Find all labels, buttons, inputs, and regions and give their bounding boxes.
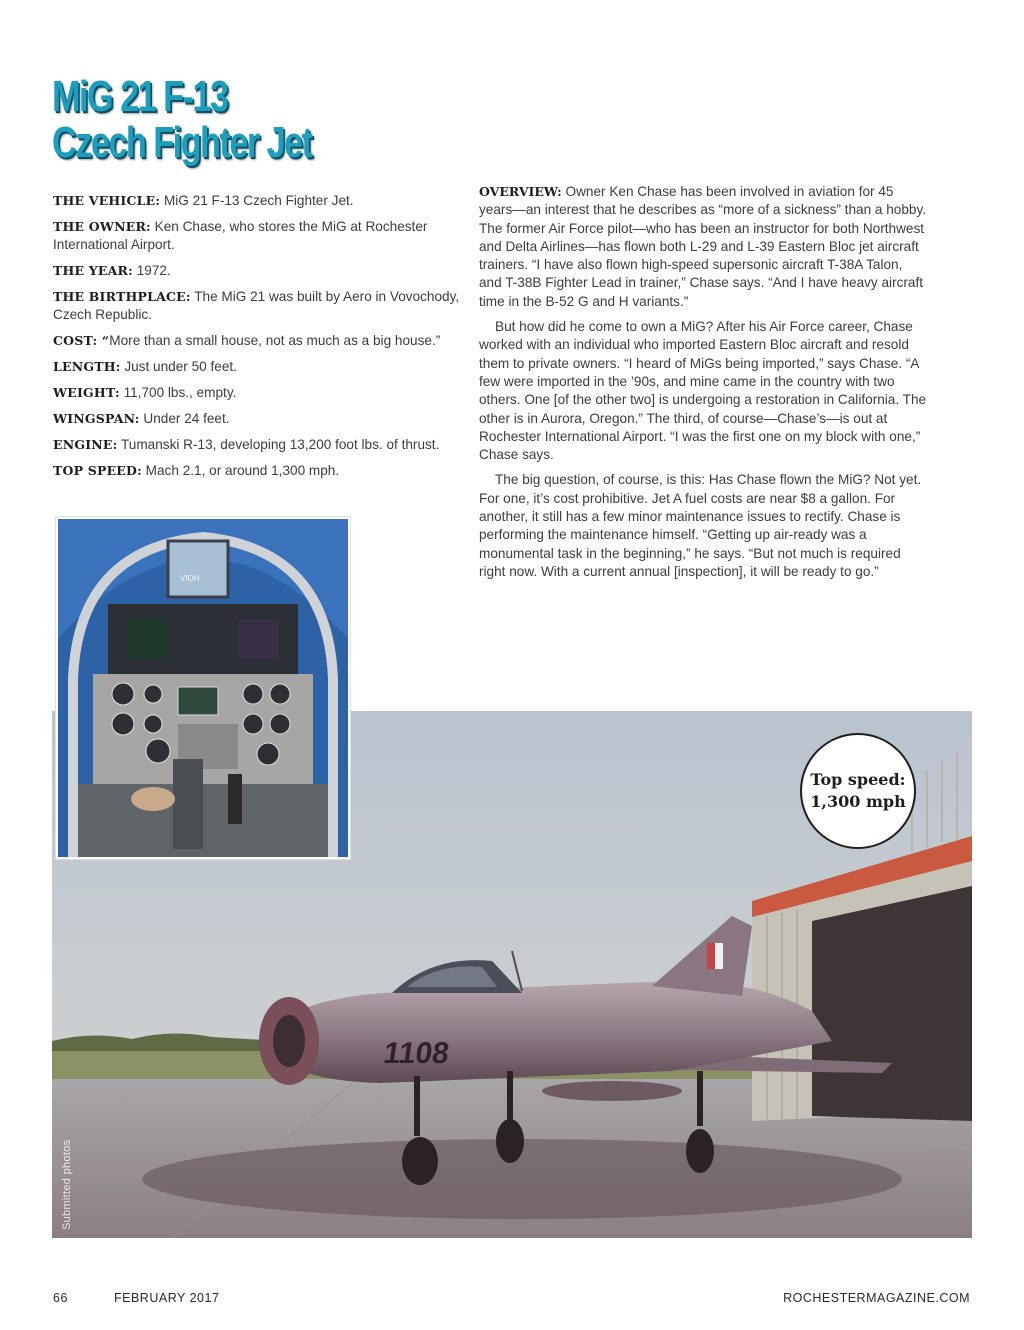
photo-credit: Submitted photos	[61, 1139, 73, 1230]
fact-label: ENGINE:	[53, 437, 118, 452]
body-paragraph-2: But how did he come to own a MiG? After his Air Force career, Chase worked with an individual who imported Eastern Bloc aircraft and resold them to private owners. “I heard of MiGs being imported,” says Chase. “A few were imported in the ’90s, and mine came in the country with two others. One [of the other two] is undergoing a restoration in California. The other is in Aurora, Oregon.” The third, of course—Chase’s—is out at Rochester International Airport. “I was the first one on my block with one,” Chase says.	[479, 319, 927, 463]
fact-length	[53, 358, 473, 376]
fact-value: 1972.	[136, 263, 171, 278]
badge-line-1: Top speed:	[810, 770, 906, 789]
page-number: 66	[53, 1291, 68, 1305]
website-url[interactable]: ROCHESTERMAGAZINE.COM	[783, 1291, 970, 1305]
fact-label: WINGSPAN:	[53, 411, 140, 426]
body-paragraph-3: The big question, of course, is this: Has Chase flown the MiG? Not yet. For one, it’s cost prohibitive. Jet A fuel costs are near $8 a gallon. For another, it still has a few minor maintenance issues to rectify. Chase is performing the maintenance himself. “Getting up air-ready was a monumental task in the beginning,” he says. “But not much is required right now. With a current annual [inspection], it will be ready to go.”	[479, 472, 922, 579]
fact-label: THE BIRTHPLACE:	[53, 289, 191, 304]
fact-value: Ken Chase, who stores the MiG at Rochester International Airport.	[53, 219, 428, 252]
fact-sheet	[53, 192, 473, 488]
fact-engine	[53, 436, 473, 454]
fact-value: Tumanski R-13, developing 13,200 foot lbs. of thrust.	[120, 437, 440, 452]
fact-value: Under 24 feet.	[143, 411, 230, 426]
top-speed-badge	[800, 733, 916, 849]
fact-value: Just under 50 feet.	[124, 359, 237, 374]
fact-label: WEIGHT:	[53, 385, 120, 400]
fact-label: THE VEHICLE:	[53, 193, 161, 208]
title-line-1: MiG 21 F-13	[52, 72, 228, 121]
badge-line-2: 1,300 mph	[810, 792, 906, 811]
hud-readout: VIOH	[180, 574, 200, 583]
fact-label: TOP SPEED:	[53, 463, 142, 478]
article-body	[479, 183, 927, 588]
title-line-2: Czech Fighter Jet	[52, 118, 312, 167]
fact-value: Mach 2.1, or around 1,300 mph.	[145, 463, 340, 478]
fact-label: COST: “	[53, 333, 110, 348]
fact-cost	[53, 332, 473, 350]
fact-value: MiG 21 F-13 Czech Fighter Jet.	[163, 193, 354, 208]
fact-label: LENGTH:	[53, 359, 121, 374]
fact-wingspan	[53, 410, 473, 428]
article-title	[52, 74, 312, 166]
fact-vehicle	[53, 192, 473, 210]
fact-label: THE OWNER:	[53, 219, 151, 234]
fact-value: 11,700 lbs., empty.	[123, 385, 237, 400]
overview-label: OVERVIEW:	[479, 184, 562, 199]
fact-year	[53, 262, 473, 280]
fact-top-speed	[53, 462, 473, 480]
cockpit-photo	[56, 517, 350, 859]
fact-birthplace	[53, 288, 473, 324]
fact-value: The MiG 21 was built by Aero in Vovochody, Czech Republic.	[53, 289, 460, 322]
tail-number: 1108	[381, 1037, 452, 1070]
fact-value: More than a small house, not as much as a big house.”	[109, 333, 441, 348]
overview-paragraph	[479, 183, 927, 311]
overview-text: Owner Ken Chase has been involved in aviation for 45 years—an interest that he describes as “more of a sickness” than a hobby. The former Air Force pilot—who has been an instructor for both Northwest and Delta Airlines—has flown both L-29 and L-39 Eastern Bloc jet aircraft trainers. “I have also flown high-speed supersonic aircraft T-38A Talon, and T-38B Fighter Lead in trainer,” Chase says. “And I have heavy aircraft time in the B-52 G and H variants.”	[479, 184, 927, 309]
fact-label: THE YEAR:	[53, 263, 133, 278]
issue-date: FEBRUARY 2017	[114, 1291, 220, 1305]
fact-owner	[53, 218, 473, 254]
fact-weight	[53, 384, 473, 402]
